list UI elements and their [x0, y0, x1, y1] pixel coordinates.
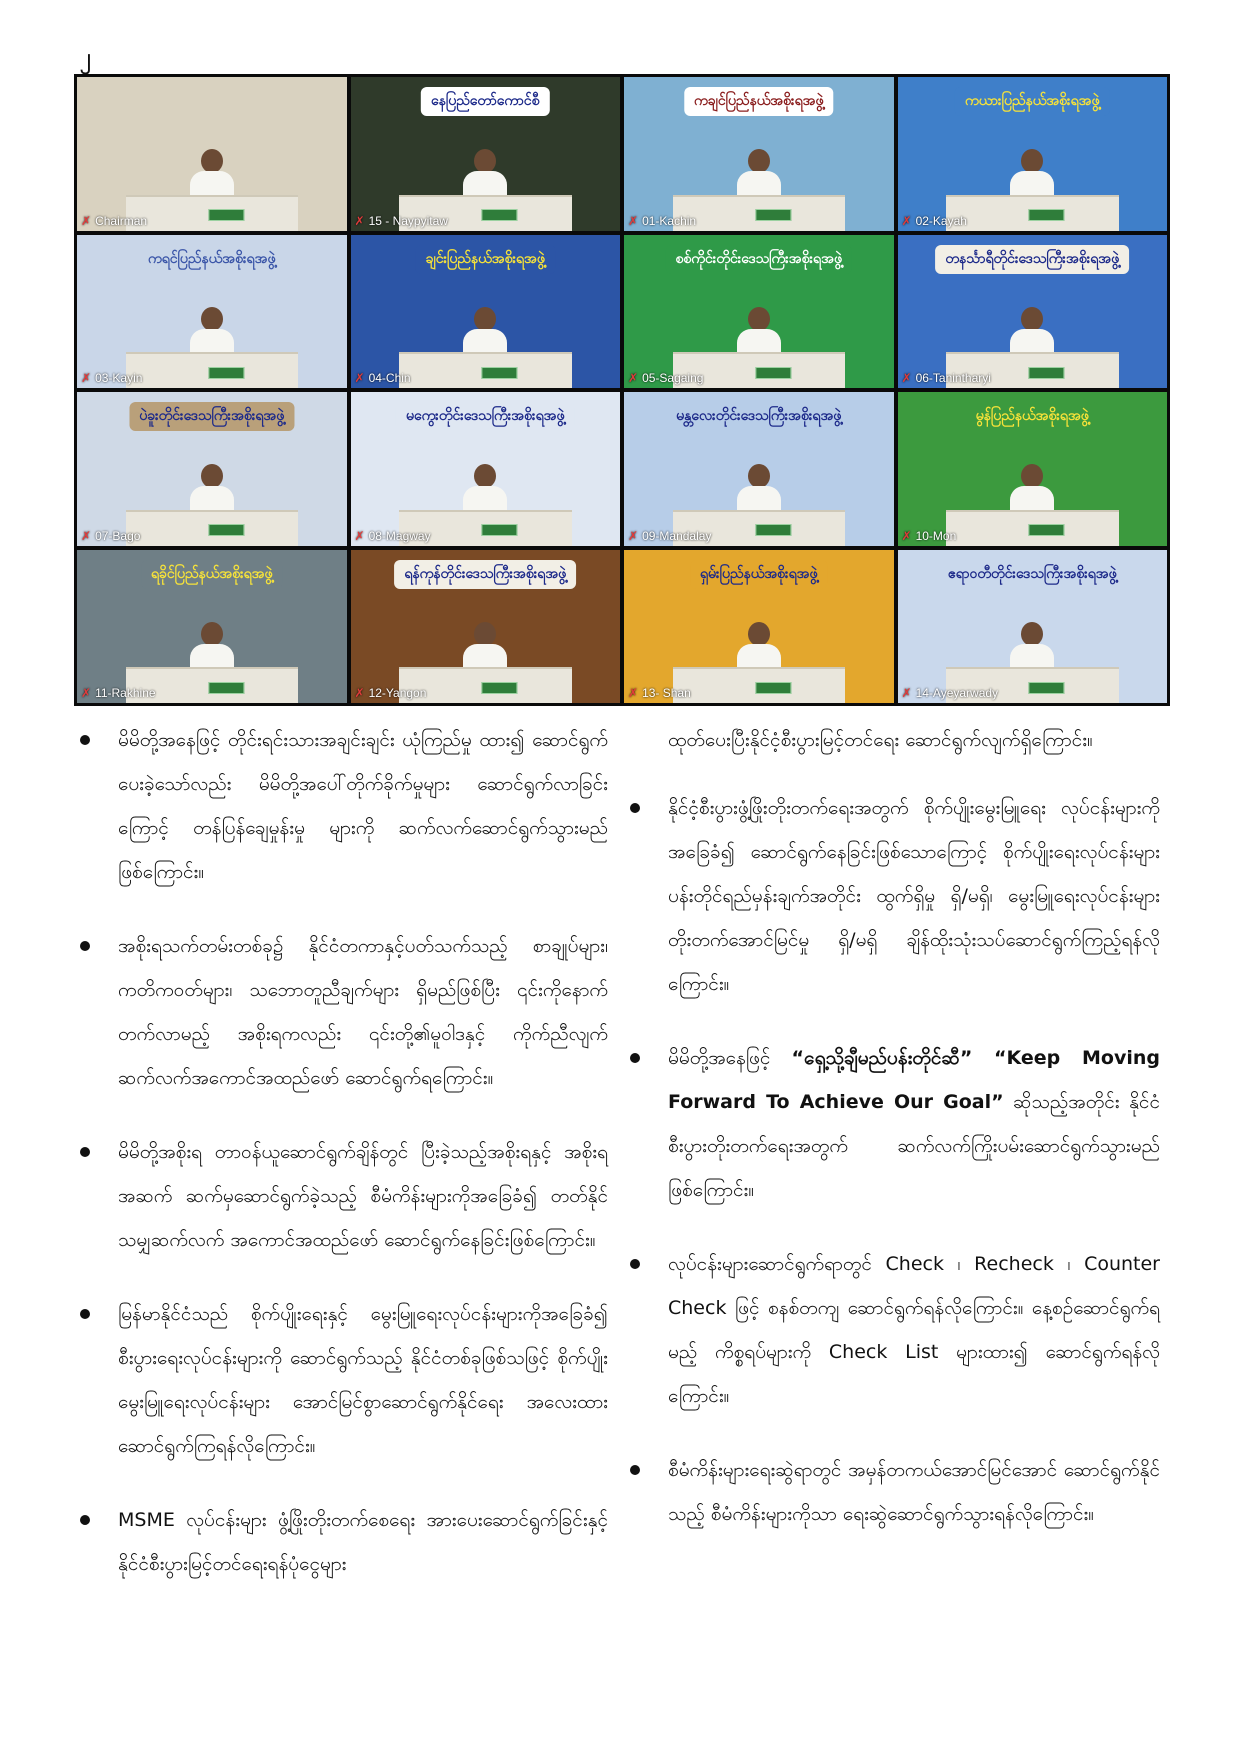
mic-muted-icon: ✗ [628, 371, 639, 385]
office-sign: တနင်္သာရီတိုင်းဒေသကြီးအစိုးရအဖွဲ့ [935, 245, 1129, 274]
tile-label [81, 686, 156, 700]
office-sign: ရန်ကုန်တိုင်းဒေသကြီးအစိုးရအဖွဲ့ [394, 560, 576, 589]
mic-muted-icon: ✗ [628, 213, 639, 228]
nameplate [208, 682, 244, 694]
bullet-item: မိမိတို့အစိုးရ တာဝန်ယူဆောင်ရွက်ချိန်တွင် ပြီးခဲ့သည့်အစိုးရနှင့် အစိုးရအဆက် ဆက်မှဆောင်ရွက်ခဲ့သည့် စီမံကိန်းများကိုအခြေခံ၍ တတ်နိုင်သမျှဆက်လက် အကောင်အထည်ဖော် ဆောင်ရွက်နေခြင်းဖြစ်ကြောင်း။ [80, 1130, 608, 1262]
video-tile [624, 550, 894, 704]
bullet-dot [630, 1465, 640, 1475]
tile-label-text: 08-Magway [368, 528, 431, 543]
tile-label [81, 371, 142, 385]
bullet-item: နိုင်ငံ့စီးပွားဖွံ့ဖြိုးတိုးတက်ရေးအတွက် စိုက်ပျိုးမွေးမြူရေး လုပ်ငန်းများကို အခြေခံ၍ ဆောင်ရွက်နေခြင်းဖြစ်သောကြောင့် စိုက်ပျိုးရေးလုပ်ငန်းများ ပန်းတိုင်ရည်မှန်းချက်အတိုင်း ထွက်ရှိမှု ရှိ/မရှိ၊ မွေးမြူရေးလုပ်ငန်းများတိုးတက်အောင်မြင်မှု ရှိ/မရှိ ချိန်ထိုးသုံးသပ်ဆောင်ရွက်ကြည့်ရန်လိုကြောင်း။ [630, 786, 1160, 1006]
tile-label-text: 01-Kachin [642, 213, 697, 228]
office-sign: ဧရာဝတီတိုင်းဒေသကြီးအစိုးရအဖွဲ့ [938, 560, 1127, 589]
mic-muted-icon: ✗ [901, 213, 912, 228]
video-tile [351, 77, 621, 231]
bullet-item: မိမိတို့အနေဖြင့် တိုင်းရင်းသားအချင်းချင်း ယုံကြည်မှု ထား၍ ဆောင်ရွက်ပေးခဲ့သော်လည်း မိမိတို့အပေါ်တိုက်ခိုက်မှုများ ဆောင်ရွက်လာခြင်းကြောင့် တန်ပြန်ချေမှုန်းမှု များကို ဆက်လက်ဆောင်ရွက်သွားမည်ဖြစ်ကြောင်း။ [80, 718, 608, 894]
bullet-item: စီမံကိန်းများရေးဆွဲရာတွင် အမှန်တကယ်အောင်မြင်အောင် ဆောင်ရွက်နိုင်သည့် စီမံကိန်းများကိုသာ ရေးဆွဲဆောင်ရွက်သွားရန်လိုကြောင်း။ [630, 1448, 1160, 1536]
nameplate [482, 524, 518, 536]
bullet-dot [80, 941, 90, 951]
mic-muted-icon: ✗ [81, 213, 92, 228]
tile-label-text: 06-Tanintharyi [915, 371, 991, 385]
bullet-item: အစိုးရသက်တမ်းတစ်ခု၌ နိုင်ငံတကာနှင့်ပတ်သက်သည့် စာချုပ်များ၊ ကတိကဝတ်များ၊ သဘောတူညီချက်များ ရှိမည်ဖြစ်ပြီး ၎င်းကိုနောက်တက်လာမည့် အစိုးရကလည်း ၎င်းတို့၏မူဝါဒနှင့် ကိုက်ညီလျက် ဆက်လက်အကောင်အထည်ဖော် ဆောင်ရွက်ရကြောင်း။ [80, 924, 608, 1100]
tile-label-text: 11-Rakhine [95, 686, 156, 700]
head [201, 307, 223, 331]
head [474, 307, 496, 331]
mic-muted-icon: ✗ [354, 213, 365, 228]
office-sign: ကချင်ပြည်နယ်အစိုးရအဖွဲ့ [684, 87, 833, 116]
bullet-dot [630, 1053, 640, 1063]
tile-label-text: 10-Mon [915, 528, 957, 543]
tile-label [902, 214, 967, 228]
tile-label-text: 15 - Naypyitaw [368, 213, 448, 228]
tile-label [81, 214, 147, 228]
tile-label [355, 371, 411, 385]
head [1021, 622, 1043, 646]
office-sign: နေပြည်တော်ကောင်စီ [421, 87, 549, 116]
nameplate [755, 367, 791, 379]
head [201, 622, 223, 646]
right-column [630, 718, 1160, 1566]
video-tile [898, 235, 1168, 389]
head [1021, 464, 1043, 488]
slogan: “ရှေ့သို့ချီမည်ပန်းတိုင်ဆီ” “Keep Moving Forward To Achieve Our Goal” [668, 1047, 1160, 1113]
continuation-text: ထုတ်ပေးပြီးနိုင်ငံ့စီးပွားမြင့်တင်ရေး ဆောင်ရွက်လျက်ရှိကြောင်း။ [668, 729, 1093, 751]
mic-muted-icon: ✗ [354, 686, 365, 700]
tile-label-text: Chairman [95, 213, 148, 228]
office-sign: စစ်ကိုင်းတိုင်းဒေသကြီးအစိုးရအဖွဲ့ [666, 245, 852, 274]
nameplate [1029, 367, 1065, 379]
tile-label-text: 09-Mandalay [642, 528, 712, 543]
nameplate [482, 682, 518, 694]
nameplate [755, 209, 791, 221]
mic-muted-icon: ✗ [81, 371, 92, 385]
tile-label [355, 214, 448, 228]
head [474, 464, 496, 488]
tile-label [628, 529, 711, 543]
mic-muted-icon: ✗ [901, 528, 912, 543]
bullet-dot [80, 1515, 90, 1525]
mic-muted-icon: ✗ [901, 371, 912, 385]
nameplate [1029, 682, 1065, 694]
mic-muted-icon: ✗ [81, 686, 92, 700]
head [1021, 307, 1043, 331]
bullet-dot [630, 1259, 640, 1269]
tile-label [628, 371, 703, 385]
bullet-item: မိမိတို့အနေဖြင့် “ရှေ့သို့ချီမည်ပန်းတိုင်ဆီ” “Keep Moving Forward To Achieve Our Goal” ဆိုသည့်အတိုင်း နိုင်ငံစီးပွားတိုးတက်ရေးအတွက် ဆက်လက်ကြိုးပမ်းဆောင်ရွက်သွားမည်ဖြစ်ကြောင်း။ [630, 1036, 1160, 1212]
head [748, 149, 770, 173]
nameplate [208, 367, 244, 379]
bullet-item: MSME လုပ်ငန်းများ ဖွံ့ဖြိုးတိုးတက်စေရေး အားပေးဆောင်ရွက်ခြင်းနှင့် နိုင်ငံစီးပွားမြင့်တင်ရေးရန်ပုံငွေများ [80, 1498, 608, 1586]
left-column [80, 718, 608, 1616]
nameplate [755, 682, 791, 694]
tile-label-text: 07-Bago [95, 528, 141, 543]
tile-label [628, 214, 696, 228]
tile-label [902, 686, 999, 700]
video-tile [624, 235, 894, 389]
office-sign: ပဲခူးတိုင်းဒေသကြီးအစိုးရအဖွဲ့ [129, 402, 294, 431]
mic-muted-icon: ✗ [81, 528, 92, 543]
nameplate [1029, 524, 1065, 536]
head [474, 622, 496, 646]
tile-label [355, 686, 427, 700]
video-tile [898, 550, 1168, 704]
nameplate [1029, 209, 1065, 221]
nameplate [208, 524, 244, 536]
bullet-item: လုပ်ငန်းများဆောင်ရွက်ရာတွင် Check ၊ Recheck ၊ Counter Check ဖြင့် စနစ်တကျ ဆောင်ရွက်ရန်လိုကြောင်း။ နေ့စဉ်ဆောင်ရွက်ရမည့် ကိစ္စရပ်များကို Check List များထား၍ ဆောင်ရွက်ရန်လိုကြောင်း။ [630, 1242, 1160, 1418]
page-number: ၂ [80, 45, 91, 70]
head [748, 464, 770, 488]
office-sign: မန္တလေးတိုင်းဒေသကြီးအစိုးရအဖွဲ့ [666, 402, 851, 431]
video-tile [624, 77, 894, 231]
video-conference-grid [74, 74, 1170, 706]
mic-muted-icon: ✗ [901, 686, 912, 700]
nameplate [482, 209, 518, 221]
head [201, 149, 223, 173]
tile-label-text: 05-Sagaing [642, 371, 704, 385]
tile-label-text: 02-Kayah [915, 213, 967, 228]
mic-muted-icon: ✗ [628, 686, 639, 700]
video-tile [77, 235, 347, 389]
tile-label-text: 13- Shan [642, 686, 691, 700]
nameplate [755, 524, 791, 536]
tile-label [355, 529, 431, 543]
tile-label-text: 03-Kayin [95, 371, 143, 385]
mic-muted-icon: ✗ [354, 528, 365, 543]
head [1021, 149, 1043, 173]
bullet-dot [80, 1309, 90, 1319]
tile-label [81, 529, 140, 543]
video-tile [351, 235, 621, 389]
tile-label [628, 686, 691, 700]
head [748, 622, 770, 646]
bullet-dot [630, 803, 640, 813]
head [474, 149, 496, 173]
tile-label-text: 04-Chin [368, 371, 411, 385]
office-sign: ရခိုင်ပြည်နယ်အစိုးရအဖွဲ့ [141, 560, 283, 589]
nameplate [482, 367, 518, 379]
bullet-item: မြန်မာနိုင်ငံသည် စိုက်ပျိုးရေးနှင့် မွေးမြူရေးလုပ်ငန်းများကိုအခြေခံ၍ စီးပွားရေးလုပ်ငန်းများကို ဆောင်ရွက်သည့် နိုင်ငံတစ်ခုဖြစ်သဖြင့် စိုက်ပျိုးမွေးမြူရေးလုပ်ငန်းများ အောင်မြင်စွာဆောင်ရွက်နိုင်ရေး အလေးထားဆောင်ရွက်ကြရန်လိုကြောင်း။ [80, 1292, 608, 1468]
tile-label [902, 529, 957, 543]
video-tile [77, 550, 347, 704]
office-sign: ရှမ်းပြည်နယ်အစိုးရအဖွဲ့ [690, 560, 827, 589]
video-tile [898, 392, 1168, 546]
video-tile [351, 550, 621, 704]
video-tile [77, 392, 347, 546]
office-sign: မကွေးတိုင်းဒေသကြီးအစိုးရအဖွဲ့ [396, 402, 574, 431]
tile-label [902, 371, 991, 385]
video-tile [898, 77, 1168, 231]
tile-label-text: 14-Ayeyarwady [915, 686, 999, 700]
bullet-dot [80, 735, 90, 745]
mic-muted-icon: ✗ [628, 528, 639, 543]
video-tile [77, 77, 347, 231]
mic-muted-icon: ✗ [354, 371, 365, 385]
head [748, 307, 770, 331]
nameplate [208, 209, 244, 221]
office-sign: ကယားပြည်နယ်အစိုးရအဖွဲ့ [955, 87, 1109, 116]
video-tile [624, 392, 894, 546]
video-tile [351, 392, 621, 546]
tile-label-text: 12-Yangon [368, 686, 427, 700]
office-sign: ကရင်ပြည်နယ်အစိုးရအဖွဲ့ [138, 245, 285, 274]
office-sign: ချင်းပြည်နယ်အစိုးရအဖွဲ့ [416, 245, 555, 274]
office-sign: မွန်ပြည်နယ်အစိုးရအဖွဲ့ [966, 402, 1099, 431]
bullet-dot [80, 1147, 90, 1157]
head [201, 464, 223, 488]
